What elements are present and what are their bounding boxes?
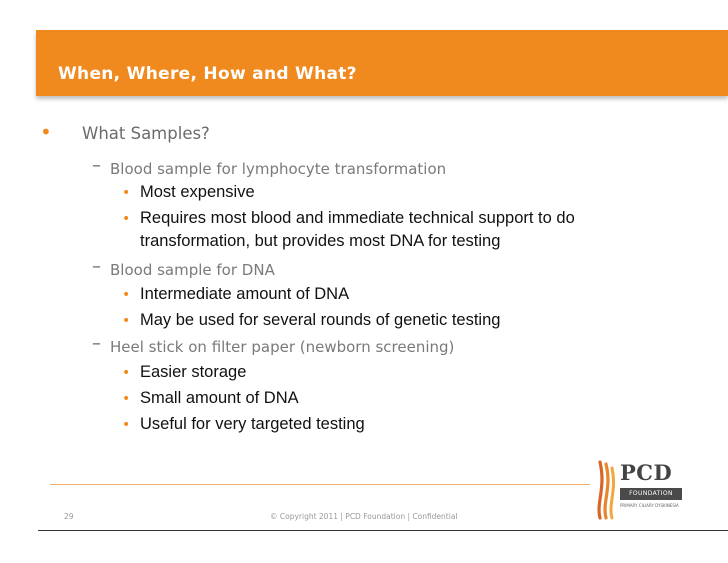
point-marker: • [122, 391, 131, 407]
title-bar [36, 30, 728, 96]
bullet-marker: • [40, 120, 52, 144]
point-marker: • [122, 313, 131, 329]
cilia-logo-icon [594, 458, 620, 520]
point-marker: • [122, 287, 131, 303]
logo-tagline: PRIMARY CILIARY DYSKINESIA [620, 503, 679, 508]
point-most-expensive: Most expensive [140, 183, 255, 201]
subitem-lymphocyte: Blood sample for lymphocyte transformation [110, 160, 447, 178]
point-marker: • [122, 417, 131, 433]
point-several-rounds: May be used for several rounds of genetic testing [140, 311, 501, 329]
page-number: 29 [64, 512, 74, 521]
footer-bottom-rule [38, 530, 728, 531]
footer-divider [50, 484, 590, 485]
point-easier-storage: Easier storage [140, 363, 247, 381]
point-intermediate-dna: Intermediate amount of DNA [140, 285, 350, 303]
point-requires-blood: Requires most blood and immediate technical support to do [140, 209, 575, 227]
point-small-dna: Small amount of DNA [140, 389, 299, 407]
dash-marker: – [92, 333, 101, 354]
dash-marker: – [92, 256, 101, 277]
point-targeted-testing: Useful for very targeted testing [140, 415, 365, 433]
point-marker: • [122, 211, 131, 227]
bullet-what-samples: What Samples? [82, 124, 210, 143]
pcd-logo [594, 458, 684, 520]
point-marker: • [122, 365, 131, 381]
subitem-blood-dna: Blood sample for DNA [110, 261, 275, 279]
logo-org: FOUNDATION [620, 488, 682, 500]
point-marker: • [122, 185, 131, 201]
point-requires-blood-continued: transformation, but provides most DNA for testing [140, 232, 501, 250]
copyright-notice: © Copyright 2011 | PCD Foundation | Confidential [270, 512, 458, 521]
slide-title: When, Where, How and What? [58, 64, 357, 84]
logo-name: PCD [620, 460, 673, 485]
dash-marker: – [92, 155, 101, 176]
subitem-heel-stick: Heel stick on filter paper (newborn screening) [110, 338, 455, 356]
